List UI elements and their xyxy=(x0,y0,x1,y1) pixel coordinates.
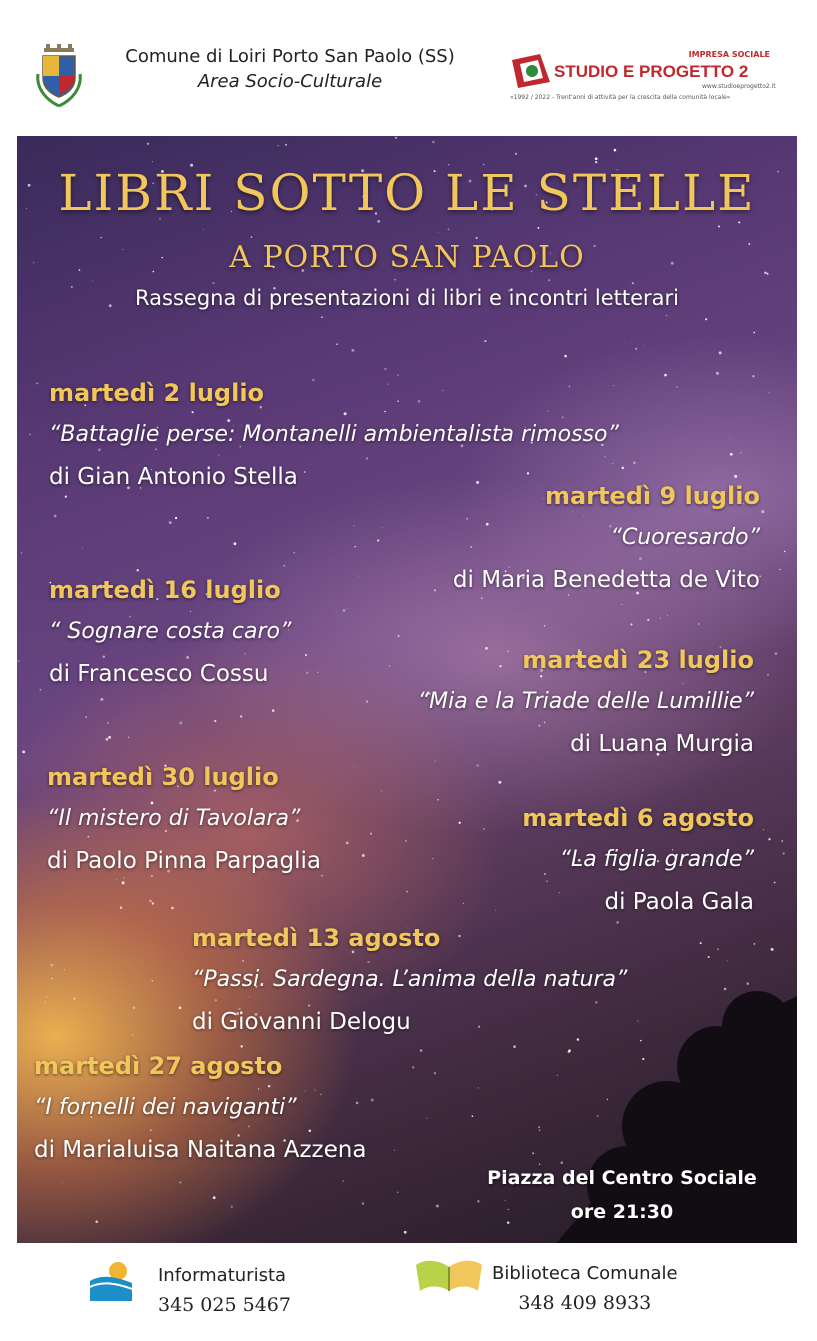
department-name: Area Socio-Culturale xyxy=(197,71,383,92)
header xyxy=(0,0,817,135)
event-date: martedì 27 agosto xyxy=(34,1052,283,1080)
event-author: di Maria Benedetta de Vito xyxy=(452,567,760,593)
event-book-title: “Cuoresardo” xyxy=(610,525,760,550)
poster-title: LIBRI SOTTO LE STELLE xyxy=(58,164,756,222)
event-book-title: “La figlia grande” xyxy=(559,847,754,872)
studio-progetto-logo-icon xyxy=(510,52,552,90)
event-poster xyxy=(17,136,797,1243)
event-date: martedì 30 luglio xyxy=(47,763,279,791)
informaturista-name: Informaturista xyxy=(158,1265,287,1286)
municipality-block xyxy=(100,46,480,92)
event-item xyxy=(192,917,627,1043)
event-book-title: “Mia e la Triade delle Lumillie” xyxy=(417,689,754,714)
partner-tagline: «1992 / 2022 - Trent'anni di attività per la crescita della comunità locale» xyxy=(510,94,731,101)
municipal-crest-icon xyxy=(34,44,84,112)
event-book-title: “I fornelli dei naviganti” xyxy=(34,1095,297,1120)
event-author: di Gian Antonio Stella xyxy=(49,464,298,490)
event-date: martedì 2 luglio xyxy=(49,379,265,407)
event-date: martedì 9 luglio xyxy=(544,482,760,510)
event-author: di Francesco Cossu xyxy=(49,661,269,687)
partner-url: www.studioeprogetto2.it xyxy=(702,83,776,90)
event-item xyxy=(47,756,321,882)
informaturista-phone: 345 025 5467 xyxy=(158,1294,291,1316)
event-book-title: “Il mistero di Tavolara” xyxy=(47,806,301,831)
event-time: ore 21:30 xyxy=(570,1201,674,1223)
event-date: martedì 6 agosto xyxy=(522,804,754,832)
venue-name: Piazza del Centro Sociale xyxy=(487,1167,757,1189)
event-author: di Marialuisa Naitana Azzena xyxy=(34,1137,367,1163)
event-date: martedì 23 luglio xyxy=(522,646,754,674)
event-book-title: “ Sognare costa caro” xyxy=(49,619,292,644)
event-author: di Giovanni Delogu xyxy=(192,1009,411,1035)
event-author: di Paola Gala xyxy=(604,889,754,915)
poster-subtitle: A PORTO SAN PAOLO xyxy=(229,240,585,275)
library-contact xyxy=(492,1263,678,1314)
partner-type: IMPRESA SOCIALE xyxy=(688,50,770,59)
event-book-title: “Battaglie perse: Montanelli ambientalista rimosso” xyxy=(49,422,619,447)
event-author: di Luana Murgia xyxy=(570,731,754,757)
event-item xyxy=(522,797,754,923)
event-item xyxy=(453,475,760,601)
municipality-name: Comune di Loiri Porto San Paolo (SS) xyxy=(125,46,455,67)
footer xyxy=(0,1245,817,1341)
venue-block xyxy=(457,1161,787,1229)
informaturista-logo-icon xyxy=(90,1257,132,1301)
open-book-icon xyxy=(414,1257,484,1297)
library-name: Biblioteca Comunale xyxy=(492,1263,678,1284)
informaturista-contact xyxy=(158,1265,291,1316)
event-author: di Paolo Pinna Parpaglia xyxy=(47,848,321,874)
partner-logo xyxy=(510,50,800,110)
event-item xyxy=(34,1045,366,1171)
event-item xyxy=(418,639,754,765)
poster-tagline: Rassegna di presentazioni di libri e incontri letterari xyxy=(135,286,679,310)
event-date: martedì 13 agosto xyxy=(192,924,441,952)
event-item xyxy=(49,569,291,695)
event-date: martedì 16 luglio xyxy=(49,576,281,604)
event-book-title: “Passi. Sardegna. L’anima della natura” xyxy=(192,967,628,992)
partner-name: STUDIO E PROGETTO 2 xyxy=(554,62,749,81)
library-phone: 348 409 8933 xyxy=(518,1292,652,1314)
